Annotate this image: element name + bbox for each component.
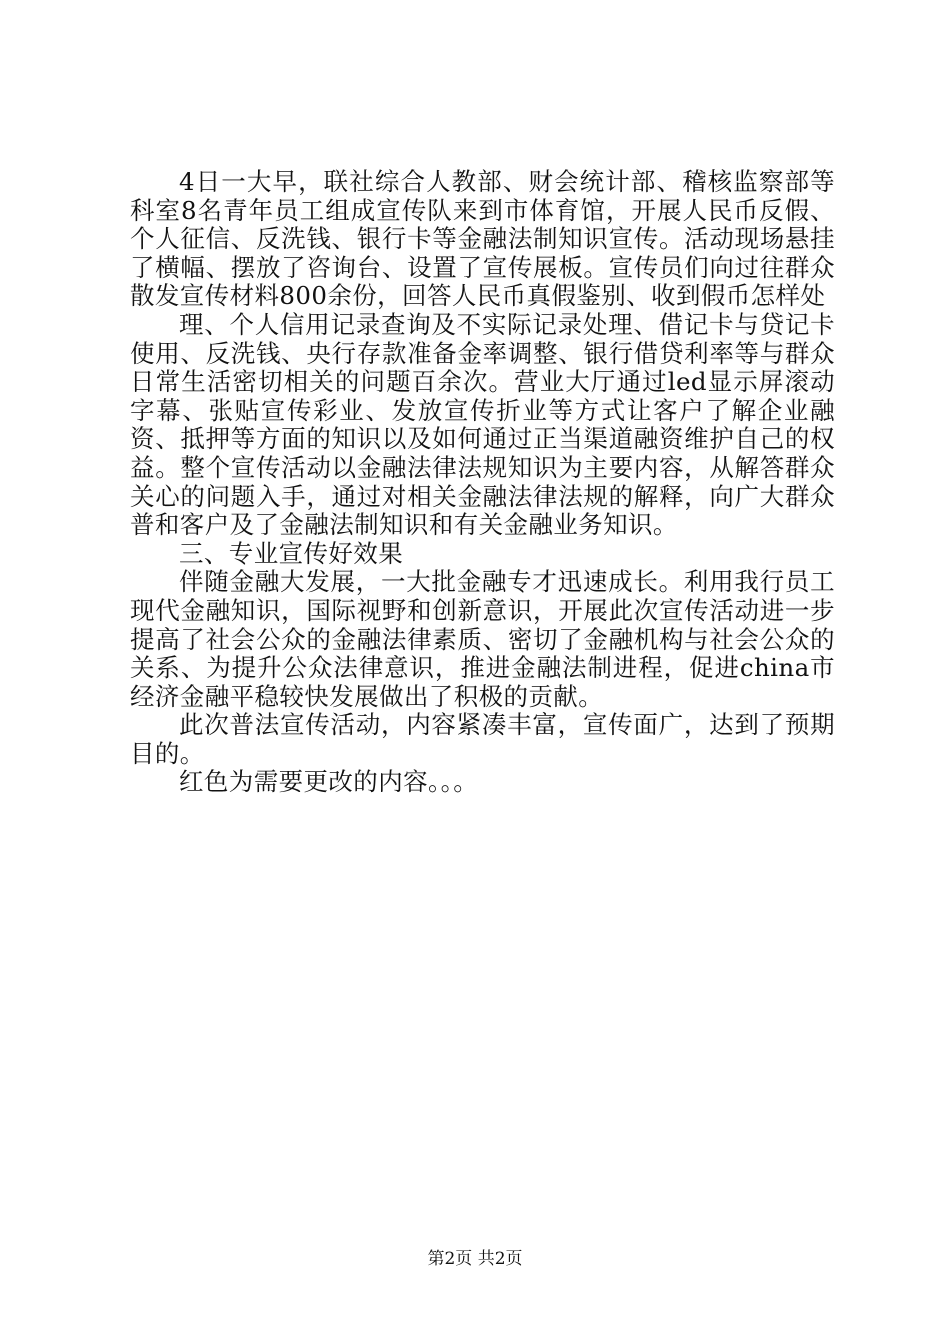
page-footer: 第2页 共2页 (427, 1249, 523, 1269)
paragraph-summary: 此次普法宣传活动，内容紧凑丰富，宣传面广，达到了预期目的。 (130, 710, 835, 768)
paragraph-activity-details: 理、个人信用记录查询及不实际记录处理、借记卡与贷记卡使用、反洗钱、央行存款准备金率调整、银行借贷利率等与群众日常生活密切相关的问题百余次。营业大厅通过led显示屏滚动字幕、张贴宣传彩业、发放宣传折业等方式让客户了解企业融资、抵押等方面的知识以及如何通过正当渠道融资维护自己的权益。整个宣传活动以金融法律法规知识为主要内容，从解答群众关心的问题入手，通过对相关金融法律法规的解释，向广大群众普和客户及了金融法制知识和有关金融业务知识。 (130, 309, 835, 540)
paragraph-effect: 伴随金融大发展，一大批金融专才迅速成长。利用我行员工现代金融知识，国际视野和创新意识，开展此次宣传活动进一步提高了社会公众的金融法律素质、密切了金融机构与社会公众的关系、为提升公众法律意识，推进金融法制进程，促进china市经济金融平稳较快发展做出了积极的贡献。 (130, 567, 835, 711)
paragraph-activity-opening: 4日一大早，联社综合人教部、财会统计部、稽核监察部等科室8名青年员工组成宣传队来到市体育馆，开展人民币反假、个人征信、反洗钱、银行卡等金融法制知识宣传。活动现场悬挂了横幅、摆放了咨询台、设置了宣传展板。宣传员们向过往群众散发宣传材料800余份，回答人民币真假鉴别、收到假币怎样处 (130, 167, 835, 311)
paragraph-note: 红色为需要更改的内容。。。 (179, 767, 479, 797)
document-body (130, 168, 835, 797)
section-heading-3: 三、专业宣传好效果 (179, 538, 404, 568)
